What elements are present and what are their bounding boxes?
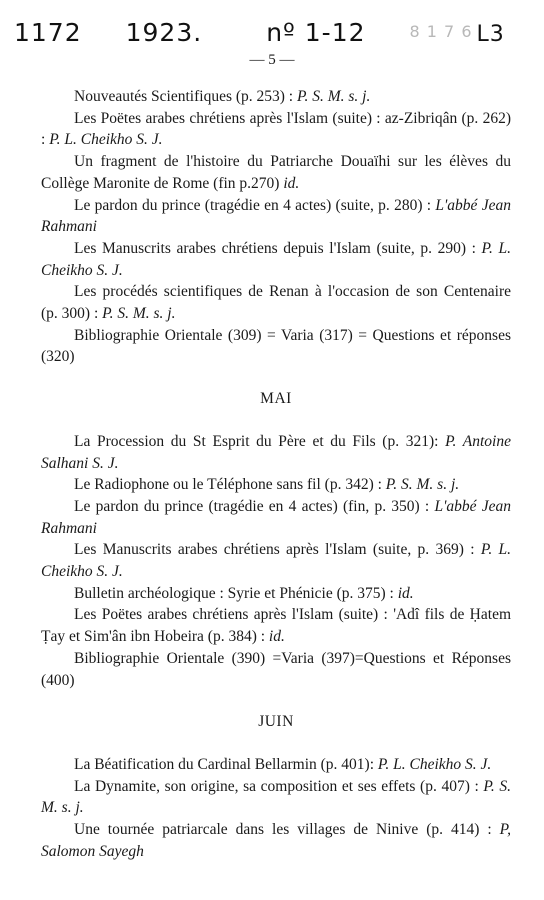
entry-author: P. S. M. s. j. (385, 476, 460, 494)
handwritten-issue-range: nº 1-12 (266, 18, 366, 47)
toc-entry (41, 604, 511, 647)
page-number: — 5 — (249, 52, 295, 68)
section-heading-juin: JUIN (258, 713, 294, 731)
faint-stamp-number: 8 1 7 6 (409, 22, 473, 41)
toc-entry (41, 108, 511, 151)
handwritten-annotation (14, 18, 505, 47)
toc-entry (41, 86, 511, 108)
entry-author: P. L. Cheikho S. J. (49, 131, 163, 149)
may-section (41, 431, 511, 691)
entry-author: P, Salomon Sayegh (41, 821, 511, 860)
entry-author: id. (283, 174, 300, 192)
entry-title: Les Poëtes arabes chrétiens après l'Islam (suite) : 'Adî fils de Ḥatem Ṭay et Sim'ân ibn Hobeira (p. 384) : (41, 606, 511, 646)
entry-title: La Dynamite, son origine, sa composition et ses effets (p. 407) : (74, 777, 484, 795)
toc-entry (41, 281, 511, 324)
entry-title: La Béatification du Cardinal Bellarmin (p. 401): (74, 755, 378, 773)
entry-title: Les procédés scientifiques de Renan à l'occasion de son Centenaire (p. 300) : (41, 283, 511, 323)
section-heading-mai: MAI (260, 390, 292, 408)
toc-entry (41, 151, 511, 194)
entry-author: P. S. M. s. j. (102, 305, 176, 323)
entry-title: Bibliographie Orientale (390) =Varia (397)=Questions et Réponses (400) (41, 649, 511, 689)
toc-entry (41, 539, 511, 582)
entry-title: Bulletin archéologique : Syrie et Phénicie (p. 375) : (74, 584, 398, 602)
handwritten-catalog-number: 1172 (14, 18, 82, 47)
june-section (41, 754, 511, 863)
entry-title: Les Manuscrits arabes chrétiens après l'Islam (suite, p. 369) : (74, 541, 481, 559)
toc-entry (41, 325, 511, 368)
entry-title: Le pardon du prince (tragédie en 4 actes) (fin, p. 350) : (74, 497, 435, 515)
toc-entry (41, 754, 511, 776)
toc-entry (41, 431, 511, 474)
handwritten-year: 1923. (125, 18, 203, 47)
toc-entry (41, 648, 511, 691)
entry-author: id. (397, 584, 414, 602)
handwritten-shelf-ref: L3 (476, 22, 505, 47)
toc-entry (41, 238, 511, 281)
entry-author: L'abbé Jean Rahmani (41, 196, 511, 236)
entry-title: Le pardon du prince (tragédie en 4 actes) (suite, p. 280) : (74, 196, 436, 214)
entry-title: Les Manuscrits arabes chrétiens depuis l'Islam (suite, p. 290) : (74, 239, 482, 257)
entry-title: La Procession du St Esprit du Père et du Fils (p. 321): (74, 432, 446, 450)
entry-author: P. S. M. s. j. (41, 777, 511, 817)
toc-entry (41, 819, 511, 862)
entry-title: Le Radiophone ou le Téléphone sans fil (p. 342) : (74, 476, 386, 494)
entry-author: P. L. Cheikho S. J. (377, 755, 492, 773)
entry-author: P. Antoine Salhani S. J. (41, 432, 511, 472)
toc-entry (41, 776, 511, 819)
toc-entry (41, 583, 511, 605)
entry-title: Bibliographie Orientale (309) = Varia (317) = Questions et réponses (320) (41, 326, 511, 366)
entry-author: L'abbé Jean Rahmani (41, 497, 511, 537)
toc-entry (41, 474, 511, 496)
entry-author: P. L. Cheikho S. J. (41, 239, 511, 279)
table-of-contents (41, 86, 511, 863)
toc-entry (41, 195, 511, 238)
toc-entry (41, 496, 511, 539)
entry-title: Les Poëtes arabes chrétiens après l'Islam (suite) : az-Zibriqân (p. 262) : (41, 109, 511, 149)
entry-author: P. L. Cheikho S. J. (41, 541, 511, 581)
entry-title: Une tournée patriarcale dans les villages de Ninive (p. 414) : (74, 821, 500, 839)
entry-title: Un fragment de l'histoire du Patriarche Douaïhi sur les élèves du Collège Maronite de Rome (fin p.270) (41, 153, 511, 192)
entry-title: Nouveautés Scientifiques (p. 253) : (74, 88, 297, 105)
entry-author: P. S. M. s. j. (296, 88, 371, 105)
april-section (41, 86, 511, 368)
entry-author: id. (268, 628, 285, 646)
